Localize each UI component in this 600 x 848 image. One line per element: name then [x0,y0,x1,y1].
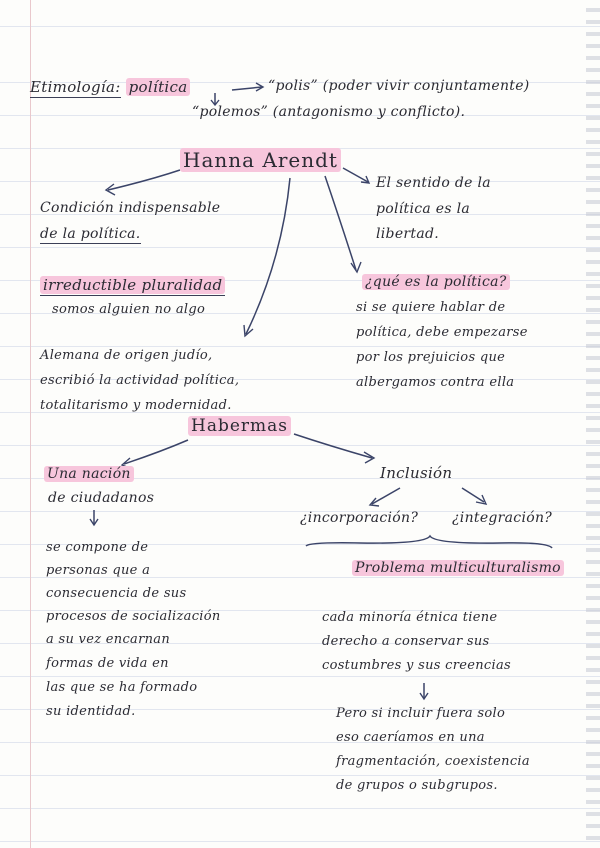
habermas-fragment-3: fragmentación, coexistencia [336,754,530,769]
habermas-body-2: personas que a [46,563,151,578]
habermas-fragment-2: eso caeríamos en una [336,730,485,745]
arendt-bio-1: Alemana de origen judío, [40,348,213,363]
arendt-plurality-text: irreductible pluralidad [40,276,225,294]
arendt-answer-3: por los prejuicios que [356,350,506,365]
arrow-inclusion-left [372,488,400,504]
habermas-title: Habermas [188,416,291,436]
habermas-problem [352,560,564,576]
etymology-line [30,78,190,96]
habermas-body-5: a su vez encarnan [46,632,170,647]
etymology-label: Etimología: [30,78,121,96]
arrow-arendt-left [108,170,180,190]
arendt-answer-2: política, debe empezarse [356,325,528,340]
arrow-arendt-question-head [351,262,361,272]
etymology-root-polemos: “polemos” (antagonismo y conflicto). [192,104,466,120]
arrow-habermas-right [294,434,372,458]
habermas-body-3: consecuencia de sus [46,586,187,601]
arendt-bio-3: totalitarismo y modernidad. [40,398,232,413]
arendt-meaning-2: política es la [376,201,471,217]
arendt-answer-4: albergamos contra ella [356,375,515,390]
brace-line [306,536,552,548]
arrow-arendt-bio [246,178,290,334]
habermas-q-incorporation: ¿incorporación? [300,510,419,526]
arendt-question [362,274,510,290]
arendt-question-text: ¿qué es la política? [362,274,510,290]
arendt-bio-2: escribió la actividad política, [40,373,240,388]
arendt-meaning-3: libertad. [376,226,439,242]
arendt-condition-2: de la política. [40,226,141,242]
habermas-fragment-1: Pero si incluir fuera solo [336,706,506,721]
arendt-condition-1: Condición indispensable [40,200,221,216]
habermas-fragment-4: de grupos o subgrupos. [336,778,498,793]
arendt-title: Hanna Arendt [180,148,341,172]
habermas-minority-1: cada minoría étnica tiene [322,610,498,625]
habermas-problem-text: Problema multiculturalismo [352,560,564,576]
arendt-answer-1: si se quiere hablar de [356,300,506,315]
habermas-body-4: procesos de socialización [46,609,221,624]
habermas-body-6: formas de vida en [46,656,169,671]
arendt-plurality-note: somos alguien no algo [52,302,206,317]
habermas-body-1: se compone de [46,540,149,555]
arrow-habermas-left [124,440,188,464]
habermas-q-integration: ¿integración? [452,510,553,526]
habermas-nation-1-text: Una nación [44,466,134,482]
etymology-root-polis: “polis” (poder vivir conjuntamente) [268,78,530,94]
arrow-inclusion-right [462,488,484,502]
habermas-minority-2: derecho a conservar sus [322,634,490,649]
habermas-body-7: las que se ha formado [46,680,198,695]
arrow-arendt-right [343,168,368,182]
arendt-meaning-1: El sentido de la [376,175,491,191]
habermas-inclusion: Inclusión [380,464,453,482]
arendt-plurality [40,276,225,296]
habermas-body-8: su identidad. [46,704,136,719]
habermas-minority-3: costumbres y sus creencias [322,658,511,673]
habermas-nation-1 [44,466,134,482]
arrow-arendt-question [325,176,356,270]
etymology-term: política [126,78,191,96]
habermas-nation-2: de ciudadanos [48,490,155,506]
